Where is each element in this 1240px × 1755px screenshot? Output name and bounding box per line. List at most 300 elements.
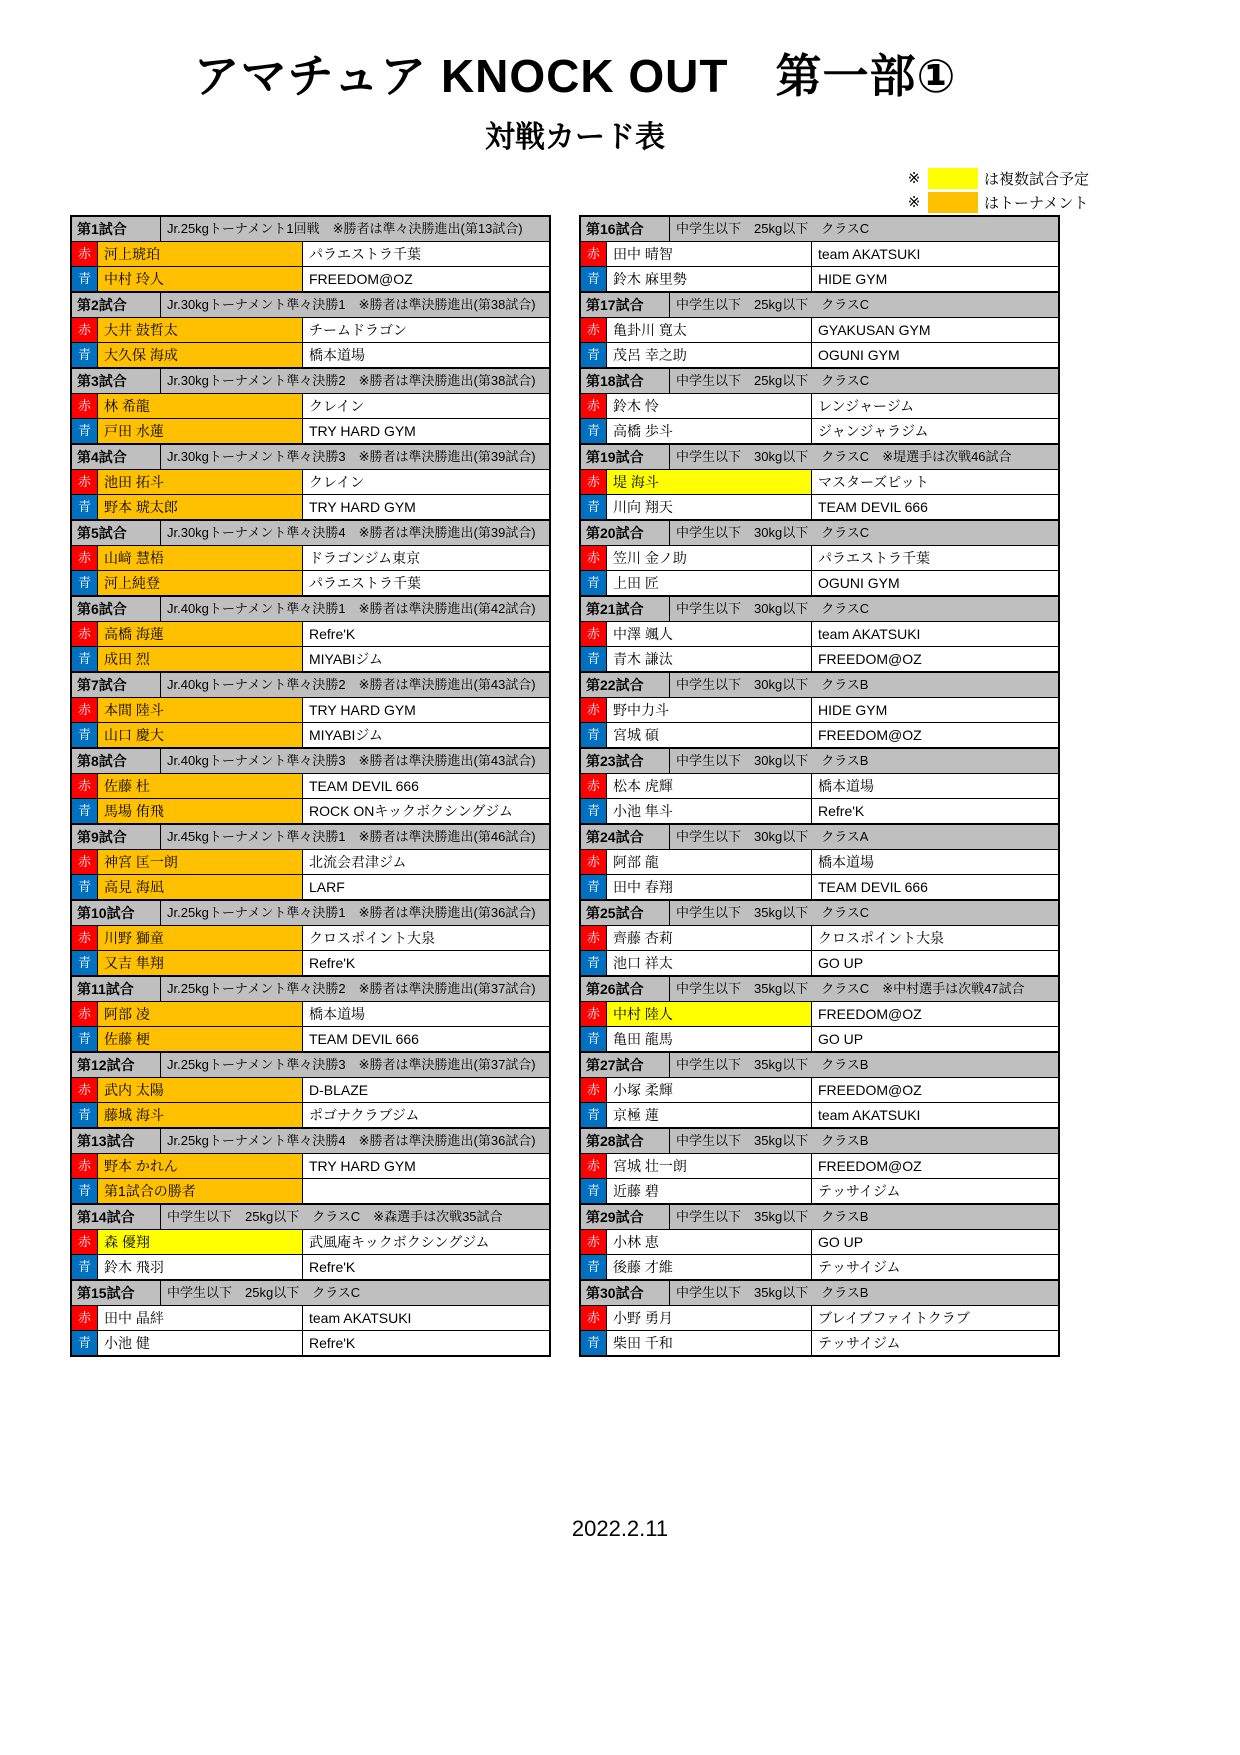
blue-fighter-gym: ポゴナクラブジム	[302, 1103, 549, 1127]
red-fighter-name: 大井 鼓哲太	[97, 318, 302, 342]
red-fighter-name: 堤 海斗	[606, 470, 811, 494]
red-corner-label: 赤	[72, 1230, 97, 1254]
match-description: Jr.25kgトーナメント準々決勝2 ※勝者は準決勝進出(第37試合)	[160, 977, 549, 1001]
red-fighter-gym: 武風庵キックボクシングジム	[302, 1230, 549, 1254]
match-header-row	[581, 293, 1058, 317]
blue-fighter-name: 河上純登	[97, 571, 302, 595]
match-description: 中学生以下 30kg以下 クラスA	[669, 825, 1058, 849]
blue-fighter-gym: team AKATSUKI	[811, 1103, 1058, 1127]
blue-fighter-name: 又吉 隼翔	[97, 951, 302, 975]
blue-fighter-name: 池口 祥太	[606, 951, 811, 975]
match-number: 第1試合	[77, 221, 127, 237]
match-description: 中学生以下 25kg以下 クラスC	[160, 1281, 549, 1305]
blue-corner-label: 青	[72, 951, 97, 975]
blue-fighter-row	[72, 342, 549, 367]
blue-fighter-name: 上田 匠	[606, 571, 811, 595]
match-header-row	[72, 749, 549, 773]
red-fighter-name: 野本 かれん	[97, 1154, 302, 1178]
blue-fighter-gym: テッサイジム	[811, 1331, 1058, 1355]
blue-fighter-row	[581, 1254, 1058, 1279]
red-fighter-gym: クレイン	[302, 470, 549, 494]
match-block	[579, 519, 1060, 597]
red-fighter-gym: チームドラゴン	[302, 318, 549, 342]
match-description: 中学生以下 25kg以下 クラスC	[669, 369, 1058, 393]
match-header-row	[72, 1129, 549, 1153]
blue-fighter-row	[581, 722, 1058, 747]
blue-fighter-gym: MIYABIジム	[302, 723, 549, 747]
match-header-row	[72, 977, 549, 1001]
red-corner-label: 赤	[72, 242, 97, 266]
red-fighter-row	[581, 697, 1058, 722]
blue-fighter-gym: FREEDOM@OZ	[811, 647, 1058, 671]
blue-corner-label: 青	[72, 419, 97, 443]
match-number: 第24試合	[586, 829, 644, 845]
red-fighter-name: 山﨑 慧梧	[97, 546, 302, 570]
match-block	[579, 1279, 1060, 1357]
legend-row-multi-match	[900, 166, 1200, 190]
red-corner-label: 赤	[72, 1306, 97, 1330]
red-corner-label: 赤	[72, 926, 97, 950]
match-description: Jr.25kgトーナメント準々決勝3 ※勝者は準決勝進出(第37試合)	[160, 1053, 549, 1077]
red-fighter-name: 本間 陸斗	[97, 698, 302, 722]
blue-corner-label: 青	[581, 419, 606, 443]
red-fighter-row	[581, 1305, 1058, 1330]
match-block	[579, 443, 1060, 521]
blue-corner-label: 青	[72, 799, 97, 823]
red-fighter-gym: D-BLAZE	[302, 1078, 549, 1102]
red-fighter-name: 小塚 柔輝	[606, 1078, 811, 1102]
red-fighter-name: 中村 陸人	[606, 1002, 811, 1026]
red-fighter-row	[72, 393, 549, 418]
red-fighter-row	[72, 1077, 549, 1102]
match-header-row	[72, 673, 549, 697]
red-fighter-name: 田中 晶絆	[97, 1306, 302, 1330]
blue-fighter-name: 田中 春翔	[606, 875, 811, 899]
red-fighter-row	[72, 1305, 549, 1330]
match-block	[579, 747, 1060, 825]
blue-fighter-name: 野本 琥太郎	[97, 495, 302, 519]
blue-fighter-gym: TRY HARD GYM	[302, 419, 549, 443]
red-fighter-row	[72, 317, 549, 342]
blue-fighter-gym: OGUNI GYM	[811, 571, 1058, 595]
match-table-right-column	[579, 215, 1060, 1357]
red-fighter-gym: クロスポイント大泉	[302, 926, 549, 950]
red-fighter-row	[581, 393, 1058, 418]
blue-fighter-name: 後藤 才維	[606, 1255, 811, 1279]
blue-fighter-gym: ROCK ONキックボクシングジム	[302, 799, 549, 823]
match-header-row	[581, 673, 1058, 697]
match-description: Jr.30kgトーナメント準々決勝1 ※勝者は準決勝進出(第38試合)	[160, 293, 549, 317]
blue-fighter-gym: Refre'K	[302, 1331, 549, 1355]
blue-fighter-row	[581, 418, 1058, 443]
blue-corner-label: 青	[72, 723, 97, 747]
red-fighter-name: 阿部 凌	[97, 1002, 302, 1026]
match-number: 第19試合	[586, 449, 644, 465]
match-block	[579, 671, 1060, 749]
red-corner-label: 赤	[581, 1154, 606, 1178]
match-block	[579, 1203, 1060, 1281]
red-fighter-row	[72, 1153, 549, 1178]
match-block	[70, 595, 551, 673]
match-number: 第17試合	[586, 297, 644, 313]
blue-corner-label: 青	[581, 1179, 606, 1203]
blue-corner-label: 青	[581, 571, 606, 595]
blue-fighter-row	[581, 570, 1058, 595]
match-description: 中学生以下 30kg以下 クラスC ※堤選手は次戦46試合	[669, 445, 1058, 469]
blue-fighter-gym: MIYABIジム	[302, 647, 549, 671]
red-fighter-row	[72, 621, 549, 646]
red-fighter-name: 武内 太陽	[97, 1078, 302, 1102]
match-description: 中学生以下 25kg以下 クラスC ※森選手は次戦35試合	[160, 1205, 549, 1229]
match-number: 第5試合	[77, 525, 127, 541]
match-description: Jr.30kgトーナメント準々決勝3 ※勝者は準決勝進出(第39試合)	[160, 445, 549, 469]
match-block	[579, 1127, 1060, 1205]
note-symbol: ※	[907, 194, 921, 211]
blue-fighter-gym: FREEDOM@OZ	[811, 723, 1058, 747]
red-fighter-row	[581, 1001, 1058, 1026]
blue-fighter-name: 第1試合の勝者	[97, 1179, 302, 1203]
blue-fighter-name: 中村 玲人	[97, 267, 302, 291]
red-fighter-row	[72, 773, 549, 798]
match-block	[579, 367, 1060, 445]
match-header-row	[581, 1281, 1058, 1305]
blue-corner-label: 青	[72, 343, 97, 367]
match-number: 第23試合	[586, 753, 644, 769]
match-description: Jr.25kgトーナメント準々決勝4 ※勝者は準決勝進出(第36試合)	[160, 1129, 549, 1153]
red-fighter-gym: 橋本道場	[302, 1002, 549, 1026]
red-fighter-name: 宮城 壮一朗	[606, 1154, 811, 1178]
blue-fighter-gym: TEAM DEVIL 666	[811, 495, 1058, 519]
red-corner-label: 赤	[581, 242, 606, 266]
match-number: 第18試合	[586, 373, 644, 389]
match-number: 第9試合	[77, 829, 127, 845]
match-description: Jr.25kgトーナメント準々決勝1 ※勝者は準決勝進出(第36試合)	[160, 901, 549, 925]
blue-fighter-row	[581, 950, 1058, 975]
blue-fighter-gym: Refre'K	[811, 799, 1058, 823]
red-fighter-name: 田中 晴智	[606, 242, 811, 266]
match-block	[70, 1203, 551, 1281]
match-description: 中学生以下 35kg以下 クラスB	[669, 1129, 1058, 1153]
red-fighter-gym: team AKATSUKI	[811, 242, 1058, 266]
red-fighter-gym: team AKATSUKI	[811, 622, 1058, 646]
match-block	[70, 671, 551, 749]
blue-fighter-name: 川向 翔天	[606, 495, 811, 519]
red-fighter-gym: クレイン	[302, 394, 549, 418]
red-fighter-row	[581, 849, 1058, 874]
blue-corner-label: 青	[72, 1255, 97, 1279]
match-header-row	[581, 749, 1058, 773]
red-corner-label: 赤	[72, 470, 97, 494]
red-corner-label: 赤	[72, 698, 97, 722]
blue-fighter-gym: GO UP	[811, 1027, 1058, 1051]
blue-fighter-row	[581, 1102, 1058, 1127]
red-fighter-gym: FREEDOM@OZ	[811, 1078, 1058, 1102]
match-block	[70, 291, 551, 369]
red-fighter-row	[581, 241, 1058, 266]
red-fighter-name: 林 希龍	[97, 394, 302, 418]
blue-fighter-name: 柴田 千和	[606, 1331, 811, 1355]
match-block	[70, 443, 551, 521]
blue-fighter-row	[72, 950, 549, 975]
match-number: 第22試合	[586, 677, 644, 693]
blue-corner-label: 青	[581, 875, 606, 899]
note-symbol: ※	[907, 170, 921, 187]
red-fighter-name: 齊藤 杏莉	[606, 926, 811, 950]
blue-fighter-row	[72, 1178, 549, 1203]
blue-corner-label: 青	[72, 495, 97, 519]
match-description: Jr.30kgトーナメント準々決勝2 ※勝者は準決勝進出(第38試合)	[160, 369, 549, 393]
red-fighter-gym: 橋本道場	[811, 850, 1058, 874]
match-header-row	[72, 521, 549, 545]
blue-fighter-name: 藤城 海斗	[97, 1103, 302, 1127]
match-block	[579, 975, 1060, 1053]
blue-fighter-row	[72, 646, 549, 671]
match-header-row	[72, 1205, 549, 1229]
blue-fighter-name: 戸田 水蓮	[97, 419, 302, 443]
blue-fighter-row	[72, 874, 549, 899]
red-corner-label: 赤	[581, 318, 606, 342]
multi-match-color-swatch	[928, 168, 978, 189]
match-description: 中学生以下 30kg以下 クラスC	[669, 597, 1058, 621]
red-fighter-name: 松本 虎輝	[606, 774, 811, 798]
blue-fighter-row	[581, 1026, 1058, 1051]
match-number: 第3試合	[77, 373, 127, 389]
red-fighter-name: 中澤 颯人	[606, 622, 811, 646]
red-fighter-gym: Refre'K	[302, 622, 549, 646]
match-block	[70, 899, 551, 977]
match-table-left-column	[70, 215, 551, 1357]
legend-label-multi-match: は複数試合予定	[984, 170, 1090, 188]
blue-fighter-name: 山口 慶大	[97, 723, 302, 747]
match-header-row	[581, 1205, 1058, 1229]
red-corner-label: 赤	[581, 546, 606, 570]
match-description: 中学生以下 35kg以下 クラスB	[669, 1053, 1058, 1077]
match-number: 第4試合	[77, 449, 127, 465]
blue-fighter-name: 宮城 碩	[606, 723, 811, 747]
match-number: 第27試合	[586, 1057, 644, 1073]
red-corner-label: 赤	[581, 926, 606, 950]
blue-corner-label: 青	[72, 647, 97, 671]
red-fighter-row	[581, 1229, 1058, 1254]
blue-fighter-name: 青木 謙汰	[606, 647, 811, 671]
red-corner-label: 赤	[581, 1230, 606, 1254]
blue-fighter-row	[581, 494, 1058, 519]
blue-fighter-gym: Refre'K	[302, 1255, 549, 1279]
match-description: 中学生以下 35kg以下 クラスC	[669, 901, 1058, 925]
blue-fighter-name: 近藤 碧	[606, 1179, 811, 1203]
match-number: 第16試合	[586, 221, 644, 237]
red-fighter-gym: TRY HARD GYM	[302, 1154, 549, 1178]
match-number: 第7試合	[77, 677, 127, 693]
match-number: 第10試合	[77, 905, 135, 921]
match-number: 第13試合	[77, 1133, 135, 1149]
match-header-row	[72, 901, 549, 925]
red-fighter-gym: TRY HARD GYM	[302, 698, 549, 722]
blue-fighter-name: 小池 隼斗	[606, 799, 811, 823]
red-fighter-name: 阿部 龍	[606, 850, 811, 874]
match-block	[579, 1051, 1060, 1129]
red-fighter-gym: パラエストラ千葉	[811, 546, 1058, 570]
red-fighter-gym: ブレイブファイトクラブ	[811, 1306, 1058, 1330]
blue-fighter-gym: LARF	[302, 875, 549, 899]
red-fighter-row	[581, 1153, 1058, 1178]
blue-fighter-row	[72, 1330, 549, 1355]
red-corner-label: 赤	[72, 394, 97, 418]
red-fighter-row	[72, 1001, 549, 1026]
match-number: 第29試合	[586, 1209, 644, 1225]
red-corner-label: 赤	[581, 774, 606, 798]
match-number: 第30試合	[586, 1285, 644, 1301]
red-fighter-row	[72, 925, 549, 950]
red-corner-label: 赤	[581, 622, 606, 646]
red-fighter-name: 池田 拓斗	[97, 470, 302, 494]
match-block	[70, 1279, 551, 1357]
red-fighter-name: 高橋 海蓮	[97, 622, 302, 646]
red-corner-label: 赤	[72, 1002, 97, 1026]
match-block	[579, 899, 1060, 977]
red-fighter-row	[72, 849, 549, 874]
match-block	[70, 215, 551, 293]
match-block	[579, 215, 1060, 293]
blue-fighter-row	[581, 1178, 1058, 1203]
match-description: 中学生以下 35kg以下 クラスC ※中村選手は次戦47試合	[669, 977, 1058, 1001]
red-fighter-gym: パラエストラ千葉	[302, 242, 549, 266]
blue-fighter-row	[72, 1254, 549, 1279]
blue-fighter-gym: FREEDOM@OZ	[302, 267, 549, 291]
red-corner-label: 赤	[581, 850, 606, 874]
blue-fighter-row	[581, 798, 1058, 823]
match-block	[70, 367, 551, 445]
legend-row-tournament	[900, 190, 1200, 214]
red-fighter-gym: クロスポイント大泉	[811, 926, 1058, 950]
blue-fighter-row	[581, 266, 1058, 291]
blue-corner-label: 青	[581, 1027, 606, 1051]
blue-corner-label: 青	[72, 1331, 97, 1355]
red-corner-label: 赤	[72, 546, 97, 570]
red-fighter-name: 小野 勇月	[606, 1306, 811, 1330]
blue-corner-label: 青	[581, 951, 606, 975]
match-header-row	[581, 977, 1058, 1001]
red-corner-label: 赤	[581, 698, 606, 722]
blue-fighter-gym: Refre'K	[302, 951, 549, 975]
red-fighter-gym: ドラゴンジム東京	[302, 546, 549, 570]
match-description: Jr.25kgトーナメント1回戦 ※勝者は準々決勝進出(第13試合)	[160, 217, 549, 241]
page-subtitle: 対戦カード表	[485, 121, 665, 154]
blue-fighter-name: 鈴木 麻里勢	[606, 267, 811, 291]
blue-corner-label: 青	[581, 723, 606, 747]
red-fighter-name: 鈴木 怜	[606, 394, 811, 418]
match-header-row	[72, 825, 549, 849]
red-fighter-gym: GO UP	[811, 1230, 1058, 1254]
match-block	[70, 975, 551, 1053]
blue-fighter-name: 京極 蓮	[606, 1103, 811, 1127]
blue-fighter-gym: テッサイジム	[811, 1255, 1058, 1279]
blue-fighter-gym: HIDE GYM	[811, 267, 1058, 291]
red-corner-label: 赤	[72, 850, 97, 874]
red-corner-label: 赤	[72, 318, 97, 342]
red-fighter-row	[581, 469, 1058, 494]
red-corner-label: 赤	[581, 394, 606, 418]
red-fighter-row	[581, 545, 1058, 570]
red-fighter-row	[581, 621, 1058, 646]
blue-fighter-row	[72, 798, 549, 823]
blue-fighter-row	[72, 1102, 549, 1127]
blue-fighter-gym: テッサイジム	[811, 1179, 1058, 1203]
blue-fighter-row	[581, 342, 1058, 367]
match-description: 中学生以下 30kg以下 クラスC	[669, 521, 1058, 545]
blue-corner-label: 青	[72, 267, 97, 291]
blue-fighter-gym: OGUNI GYM	[811, 343, 1058, 367]
page-title: アマチュア KNOCK OUT 第一部①	[193, 50, 957, 102]
match-number: 第15試合	[77, 1285, 135, 1301]
red-fighter-row	[72, 1229, 549, 1254]
red-corner-label: 赤	[581, 1002, 606, 1026]
blue-corner-label: 青	[72, 875, 97, 899]
red-fighter-name: 森 優翔	[97, 1230, 302, 1254]
blue-corner-label: 青	[72, 1179, 97, 1203]
match-block	[70, 747, 551, 825]
blue-fighter-row	[581, 1330, 1058, 1355]
blue-fighter-gym: 橋本道場	[302, 343, 549, 367]
match-description: 中学生以下 35kg以下 クラスB	[669, 1281, 1058, 1305]
match-number: 第21試合	[586, 601, 644, 617]
match-tables	[70, 215, 1060, 1357]
match-description: 中学生以下 30kg以下 クラスB	[669, 749, 1058, 773]
match-number: 第11試合	[77, 981, 134, 997]
match-header-row	[581, 521, 1058, 545]
blue-fighter-gym: パラエストラ千葉	[302, 571, 549, 595]
red-fighter-row	[72, 545, 549, 570]
red-fighter-name: 小林 恵	[606, 1230, 811, 1254]
match-number: 第26試合	[586, 981, 644, 997]
blue-corner-label: 青	[72, 571, 97, 595]
legend-label-tournament: はトーナメント	[984, 194, 1089, 212]
match-header-row	[72, 1281, 549, 1305]
red-fighter-gym: マスターズピット	[811, 470, 1058, 494]
red-fighter-name: 河上琥珀	[97, 242, 302, 266]
red-corner-label: 赤	[72, 774, 97, 798]
blue-corner-label: 青	[581, 343, 606, 367]
blue-corner-label: 青	[581, 647, 606, 671]
blue-fighter-name: 大久保 海成	[97, 343, 302, 367]
match-number: 第14試合	[77, 1209, 135, 1225]
match-number: 第20試合	[586, 525, 644, 541]
match-number: 第25試合	[586, 905, 644, 921]
red-fighter-gym: FREEDOM@OZ	[811, 1154, 1058, 1178]
match-description: 中学生以下 25kg以下 クラスC	[669, 217, 1058, 241]
blue-fighter-gym: TRY HARD GYM	[302, 495, 549, 519]
match-block	[70, 1051, 551, 1129]
red-fighter-gym: HIDE GYM	[811, 698, 1058, 722]
red-fighter-gym: レンジャージム	[811, 394, 1058, 418]
blue-corner-label: 青	[581, 799, 606, 823]
match-header-row	[581, 445, 1058, 469]
match-block	[579, 291, 1060, 369]
blue-corner-label: 青	[581, 1103, 606, 1127]
match-header-row	[72, 369, 549, 393]
blue-fighter-name: 茂呂 幸之助	[606, 343, 811, 367]
match-header-row	[581, 597, 1058, 621]
red-corner-label: 赤	[581, 1078, 606, 1102]
match-header-row	[581, 1053, 1058, 1077]
blue-fighter-row	[581, 874, 1058, 899]
match-description: Jr.40kgトーナメント準々決勝3 ※勝者は準決勝進出(第43試合)	[160, 749, 549, 773]
match-header-row	[581, 1129, 1058, 1153]
match-description: Jr.30kgトーナメント準々決勝4 ※勝者は準決勝進出(第39試合)	[160, 521, 549, 545]
match-description: Jr.45kgトーナメント準々決勝1 ※勝者は準決勝進出(第46試合)	[160, 825, 549, 849]
match-number: 第28試合	[586, 1133, 644, 1149]
blue-fighter-gym: TEAM DEVIL 666	[811, 875, 1058, 899]
